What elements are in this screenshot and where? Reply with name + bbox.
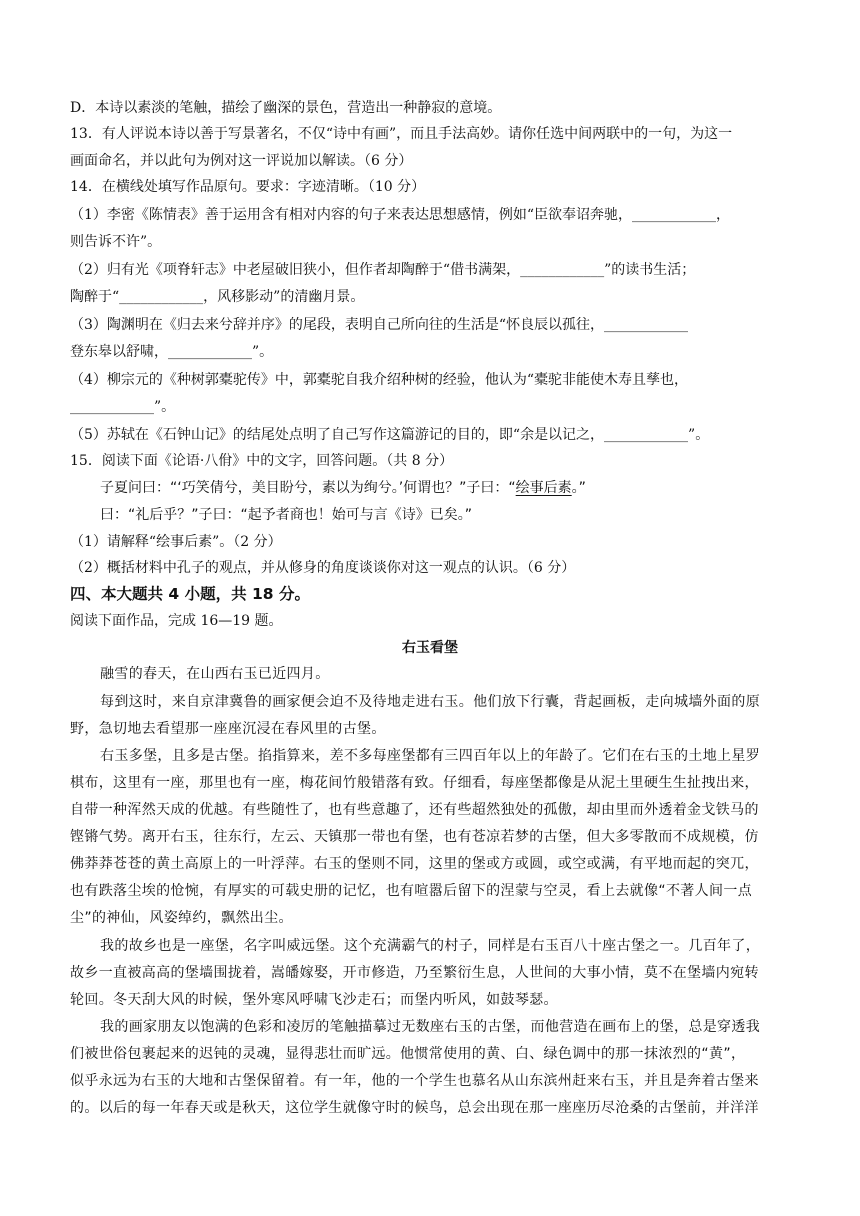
paragraph-line: 每到这时，来自京津冀鲁的画家便会迫不及待地走进右玉。他们放下行囊，背起画板，走向城墙外面的原 xyxy=(100,694,761,710)
section-heading: 四、本大题共 4 小题，共 18 分。 xyxy=(70,585,310,603)
paragraph-line: 右玉多堡，且多是古堡。掐指算来，差不多每座堡都有三四百年以上的年龄了。它们在右玉的土地上星罗 xyxy=(100,748,761,764)
paragraph-line: 们被世俗包裹起来的迟钝的灵魂，显得悲壮而旷远。他惯常使用的黄、白、绿色调中的那一抹浓烈的“黄”， xyxy=(70,1046,746,1062)
paragraph-line: 似乎永远为右玉的大地和古堡保留着。有一年，他的一个学生也慕名从山东滨州赶来右玉，并且是奔着古堡来 xyxy=(70,1073,759,1089)
paragraph-line: 自带一种浑然天成的优越。有些随性了，也有些意趣了，还有些超然独处的孤傲，却由里而外透着金戈铁马的 xyxy=(70,802,759,818)
option-d: D．本诗以素淡的笔触，描绘了幽深的景色，营造出一种静寂的意境。 xyxy=(70,100,502,116)
q14-item-4: （4）柳宗元的《种树郭橐驼传》中，郭橐驼自我介绍种树的经验，他认为“橐驼非能使木寿且孳也， xyxy=(70,372,689,388)
quote-end: 。” xyxy=(571,480,586,496)
question-13-cont: 画面命名，并以此句为例对这一评说加以解读。（6 分） xyxy=(70,153,413,169)
underlined-phrase: 绘事后素 xyxy=(515,480,572,496)
lunyu-quote-2: 曰：“礼后乎？”子曰：“起予者商也！始可与言《诗》已矣。” xyxy=(100,507,473,523)
paragraph-line: 故乡一直被高高的堡墙围拢着，嵩皤嫁娶，开市修造，乃至繁衍生息，人世间的大事小情，莫不在堡墙内宛转 xyxy=(70,965,759,981)
q14-item-4-cont: ____________”。 xyxy=(70,399,176,415)
paragraph-line: 也有跌落尘埃的怆惋，有厚实的可载史册的记忆，也有喧嚣后留下的涅蒙与空灵，看上去就像“不著人间一点 xyxy=(70,883,753,899)
paragraph-line: 融雪的春天，在山西右玉已近四月。 xyxy=(100,666,330,682)
q15-item-1: （1）请解释“绘事后素”。（2 分） xyxy=(70,534,282,550)
q14-item-3-cont: 登东皋以舒啸，____________”。 xyxy=(70,344,274,360)
question-14: 14．在横线处填写作品原句。要求：字迹清晰。（10 分） xyxy=(70,179,426,195)
q15-item-2: （2）概括材料中孔子的观点，并从修身的角度谈谈你对这一观点的认识。（6 分） xyxy=(70,560,576,576)
paragraph-line: 野，急切地去看望那一座座沉浸在春风里的古堡。 xyxy=(70,721,386,737)
quote-text: 子夏问曰：“‘巧笑倩兮，美目盼兮，素以为绚兮。’何谓也？”子曰：“ xyxy=(100,480,516,496)
question-15: 15．阅读下面《论语·八佾》中的文字，回答问题。（共 8 分） xyxy=(70,453,454,469)
paragraph-line: 棋布，这里有一座，那里也有一座，梅花间竹般错落有致。仔细看，每座堡都像是从泥土里硬生生扯拽出来， xyxy=(70,775,759,791)
paragraph-line: 的。以后的每一年春天或是秋天，这位学生就像守时的候鸟，总会出现在那一座座历尽沧桑的古堡前，并洋洋 xyxy=(70,1100,759,1116)
q14-item-1: （1）李密《陈情表》善于运用含有相对内容的句子来表达思想感情，例如“臣欲奉诏奔驰，____________， xyxy=(70,207,731,223)
paragraph-line: 我的故乡也是一座堡，名字叫威远堡。这个充满霸气的村子，同样是右玉百八十座古堡之一。几百年了， xyxy=(100,938,761,954)
q14-item-5: （5）苏轼在《石钟山记》的结尾处点明了自己写作这篇游记的目的，即“余是以记之，____________”。 xyxy=(70,427,710,443)
paragraph-line: 我的画家朋友以饱满的色彩和凌厉的笔触描摹过无数座右玉的古堡，而他营造在画布上的堡，总是穿透我 xyxy=(100,1019,761,1035)
paragraph-line: 铿锵气势。离开右玉，往东行，左云、天镇那一带也有堡，也有苍凉若梦的古堡，但大多零散而不成规模，仿 xyxy=(70,829,759,845)
paragraph-line: 尘”的神仙，风姿绰约，飘然出尘。 xyxy=(70,910,293,926)
reading-instruction: 阅读下面作品，完成 16—19 题。 xyxy=(70,613,283,629)
question-13: 13．有人评说本诗以善于写景著名，不仅“诗中有画”，而且手法高妙。请你任选中间两联中的一句，为这一 xyxy=(70,126,733,142)
article-title: 右玉看堡 xyxy=(402,640,458,656)
lunyu-quote-1 xyxy=(100,478,586,498)
q14-item-1-cont: 则告诉不许”。 xyxy=(70,234,162,250)
q14-item-3: （3）陶渊明在《归去来兮辞并序》的尾段，表明自己所向往的生活是“怀良辰以孤往，____________ xyxy=(70,317,689,333)
paragraph-line: 轮回。冬天刮大风的时候，堡外寒风呼啸飞沙走石；而堡内听风，如鼓琴瑟。 xyxy=(70,992,558,1008)
q14-item-2: （2）归有光《项脊轩志》中老屋破旧狭小，但作者却陶醉于“借书满架，____________”的读书生活； xyxy=(70,262,696,278)
q14-item-2-cont: 陶醉于“____________，风移影动”的清幽月景。 xyxy=(70,289,365,305)
paragraph-line: 佛莽莽苍苍的黄土高原上的一叶浮萍。右玉的堡则不同，这里的堡或方或圆，或空或满，有平地而起的突兀， xyxy=(70,856,759,872)
